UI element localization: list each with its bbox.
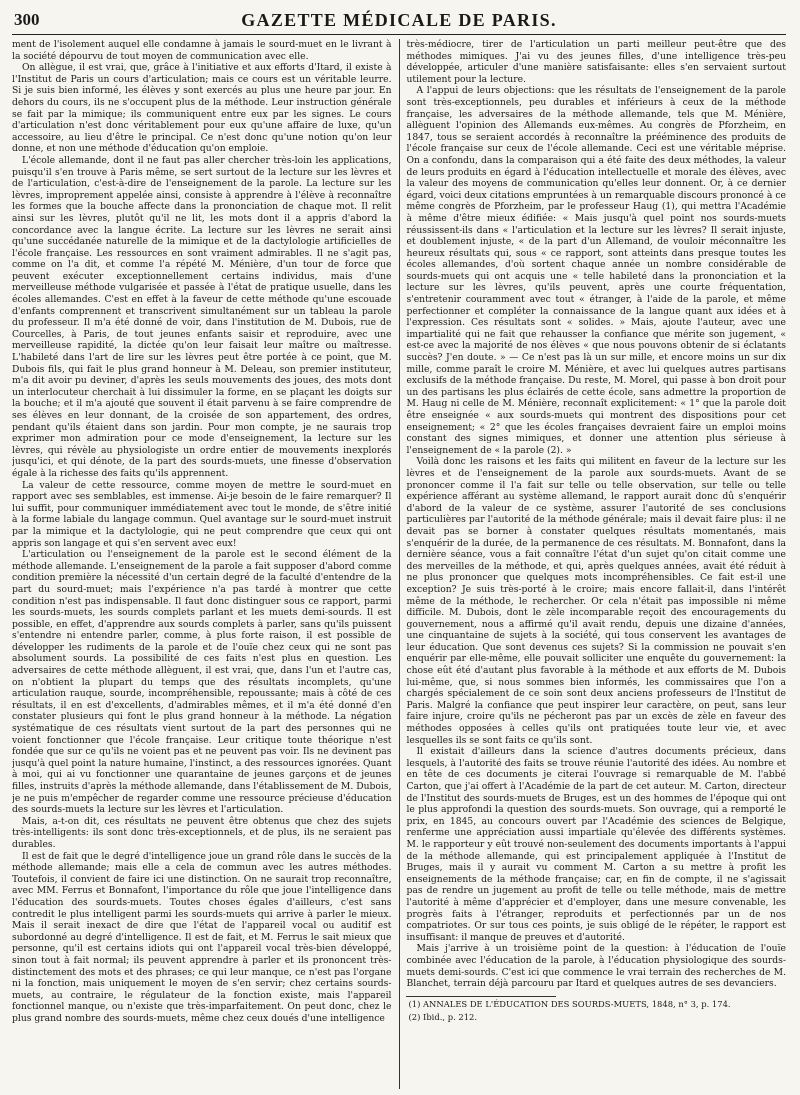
page-header [12, 8, 786, 35]
journal-title: GAZETTE MÉDICALE DE PARIS. [241, 10, 557, 30]
page-number: 300 [14, 10, 40, 29]
paragraph: Mais j'arrive à un troisième point de la question: à l'éducation de l'ouïe combinée avec l'éducation de la parole, à l'éducation physiologique des sourds-muets demi-sourds. C'est ici que commence le vrai terrain des recherches de M. Blanchet, terrain déjà parcouru par Itard et quelques autres de ses devanciers. [406, 943, 786, 990]
right-column [406, 39, 786, 1089]
paragraph: ment de l'isolement auquel elle condamne à jamais le sourd-muet en le livrant à la société dépourvu de tout moyen de communication avec elle. [12, 39, 392, 62]
paragraph: très-médiocre, tirer de l'articulation un parti meilleur peut-être que des méthodes mimiques. J'ai vu des jeunes filles, d'une intelligence très-peu développée, articuler d'une manière satisfaisante: elles s'en servaient surtout utilement pour la lecture. [406, 39, 786, 85]
paragraph: Voilà donc les raisons et les faits qui militent en faveur de la lecture sur les lèvres et de l'enseignement de la parole aux sourds-muets. Avant de se prononcer comme il l'a fait sur telle ou telle observation, sur telle ou telle expérience afférant au système allemand, le rapport aurait donc dû s'enquérir d'abord de la valeur de ce système, assurer l'autorité de ses conclusions particulières par l'autorité de la méthode générale; mais il devait faire plus: il ne devait pas se borner à constater quelques résultats momentanés, mais s'enquérir de la durée, de la permanence de ces résultats. M. Bonnafont, dans la dernière séance, vous a fait connaître l'état d'un sujet qu'on citait comme une des merveilles de la méthode, et qui, après quelques années, avait été réduit à ne plus prononcer que quelques mots incompréhensibles. Ce fait est-il une exception? Je suis très-porté à le croire; mais encore fallait-il, dans l'intérêt même de la méthode, le rechercher. Or cela n'était pas impossible ni même difficile. M. Dubois, dont le zèle incomparable reçoit des encouragements du gouvernement, nous a affirmé qu'il avait rendu, depuis une dizaine d'années, une cinquantaine de sujets à la société, qui tous conservent les avantages de leur éducation. Que sont devenus ces sujets? Si la commission ne pouvait s'en enquérir par elle-même, elle pouvait solliciter une enquête du gouvernement: la chose eût été d'autant plus favorable à la méthode et aux efforts de M. Dubois lui-même, que, si nous sommes bien informés, les commissaires que l'on a chargés spécialement de ce soin sont deux anciens professeurs de l'Institut de Paris. Malgré la confiance que peut inspirer leur caractère, on peut, sans leur faire injure, croire qu'ils ne pécheront pas par un excès de zèle en faveur des méthodes opposées à celles qu'ils ont pratiquées toute leur vie, et avec lesquelles ils se sont faits ce qu'ils sont. [406, 456, 786, 746]
paragraph: Il est de fait que le degré d'intelligence joue un grand rôle dans le succès de la méthode allemande; mais elle a cela de commun avec les autres méthodes. Toutefois, il convient de faire ici une distinction. On ne saurait trop reconnaître, avec MM. Ferrus et Bonnafont, l'importance du rôle que joue l'intelligence dans l'éducation des sourds-muets. Toutes choses égales d'ailleurs, c'est sans contredit le plus intelligent parmi les sourds-muets qui arrive à parler le mieux. Mais il serait inexact de dire que l'état de l'appareil vocal ou auditif est subordonné au degré d'intelligence. Il est de fait, et M. Ferrus le sait mieux que personne, qu'il est certains idiots qui ont l'appareil vocal très-bien développé, sinon tout à fait normal; ils peuvent apprendre à parler et ils prononcent très-distinctement des mots et des phrases; ce qui leur manque, ce n'est pas l'organe ni la fonction, mais uniquement le moyen de s'en servir; chez certains sourds-muets, au contraire, le régulateur de la fonction existe, mais l'appareil fonctionnel manque, ou n'existe que très-imparfaitement. On peut donc, chez le plus grand nombre des sourds-muets, même chez ceux doués d'une intelligence [12, 850, 392, 1024]
paragraph: L'école allemande, dont il ne faut pas aller chercher très-loin les applications, puisqu'il s'en trouve à Paris même, se sert surtout de la lecture sur les lèvres et de l'articulation, c'est-à-dire de l'enseignement de la parole. La lecture sur les lèvres, improprement appelée ainsi, consiste à apprendre à l'élève à reconnaître les formes que la bouche affecte dans la prononciation de chaque mot. Il relit ainsi sur les lèvres, plutôt qu'il ne lit, les mots dont il a appris d'abord la concordance avec la langue écrite. La lecture sur les lèvres ne serait ainsi qu'une succédanée naturelle de la mimique et de la dactylologie artificielles de l'école française. Les ressources en sont vraiment admirables. Il ne s'agit pas, comme on l'a dit, et comme l'a répété M. Ménière, d'un tour de force que peuvent exécuter exceptionnellement certains individus, mais d'une merveilleuse méthode vulgarisée et passée à l'état de pratique usuelle, dans les écoles allemandes. C'est en effet à la faveur de cette méthode qu'une escouade d'enfants comprennent et transcrivent simultanément sur un tableau la parole du professeur. Il m'a été donné de voir, dans l'institution de M. Dubois, rue de Courcelles, à Paris, de tout jeunes enfants saisir et reproduire, avec une merveilleuse rapidité, la dictée qu'on leur faisait leur maître ou maîtresse. L'habileté dans l'art de lire sur les lèvres peut être portée à ce point, que M. Dubois fils, qui fait le plus grand honneur à M. Deleau, son premier instituteur, m'a dit avoir pu deviner, d'après les seuls mouvements des joues, des mots dont un interlocuteur cherchait à lui dissimuler la forme, en se plaçant les doigts sur la bouche; et il m'a ajouté que souvent il était parvenu à se faire comprendre de ses élèves en leur donnant, de la croisée de son appartement, des ordres, pendant qu'ils étaient dans son jardin. Pour mon compte, je ne saurais trop exprimer mon admiration pour ce mode d'enseignement, la lecture sur les lèvres, qui révèle au physiologiste un ordre entier de mouvements inexplorés jusqu'ici, et qui dénote, de la part des sourds-muets, une finesse d'observation égale à la richesse des faits qu'ils apprennent. [12, 154, 392, 479]
footnote: (1) ANNALES DE L'ÉDUCATION DES SOURDS-MUETS, 1848, n° 3, p. 174. [408, 998, 731, 1009]
paragraph: On allègue, il est vrai, que, grâce à l'initiative et aux efforts d'Itard, il existe à l'Institut de Paris un cours d'articulation; mais ce cours est un véritable leurre. Si je suis bien informé, les élèves y sont exercés au plus une heure par jour. En dehors du cours, ils ne s'occupent plus de la méthode. Leur instruction générale se fait par la mimique; ils communiquent entre eux par les signes. Le cours d'articulation n'est donc véritablement pour eux qu'une affaire de luxe, qu'un accessoire, au lieu d'être le principal. Ce n'est donc qu'une notion qu'on leur donne, et non une méthode d'éducation qu'on emploie. [12, 62, 392, 155]
footnote: (2) Ibid., p. 212. [408, 1011, 478, 1022]
paragraph: La valeur de cette ressource, comme moyen de mettre le sourd-muet en rapport avec ses semblables, est immense. Ai-je besoin de le faire remarquer? Il lui suffit, pour communiquer immédiatement avec tout le monde, de s'être initié à la forme labiale du langage commun. Quel avantage sur le sourd-muet instruit par la mimique et la dactylologie, qui ne peut comprendre que ceux qui ont appris son langage et qui s'en servent avec eux! [12, 479, 392, 549]
paragraph: Mais, a-t-on dit, ces résultats ne peuvent être obtenus que chez des sujets très-intelligents: ils sont donc très-exceptionnels, et de plus, ils ne seraient pas durables. [12, 815, 392, 850]
paragraph: Il existait d'ailleurs dans la science d'autres documents précieux, dans lesquels, à l'autorité des faits se trouve réunie l'autorité des idées. Au nombre et en tête de ces documents je citerai l'ouvrage si remarquable de M. l'abbé Carton, que j'ai offert à l'Académie de la part de cet auteur. M. Carton, directeur de l'Institut des sourds-muets de Bruges, est un des hommes de l'époque qui ont le plus approfondi la question des sourds-muets. Son ouvrage, qui a remporté le prix, en 1845, au concours ouvert par l'Académie des sciences de Belgique, renferme une appréciation aussi impartiale qu'élevée des différents systèmes. M. le rapporteur y eût trouvé non-seulement des documents importants à l'appui de la méthode allemande, qui est principalement appliquée à l'Institut de Bruges, mais il y aurait vu comment M. Carton a su mettre à profit les enseignements de la méthode française; car, en fin de compte, il ne s'agissait pas de rendre un jugement au profit de telle ou telle méthode, mais de mettre l'autorité à même d'apprécier et d'employer, dans une mesure convenable, les progrès faits à l'étranger, reproduits et perfectionnés par un de nos compatriotes. Or sur tous ces points, je suis obligé de le répéter, le rapport est insuffisant: il manque de preuves et d'autorité. [406, 746, 786, 943]
article-columns [12, 39, 786, 1089]
column-divider [399, 39, 400, 1089]
paragraph: L'articulation ou l'enseignement de la parole est le second élément de la méthode allemande. L'enseignement de la parole a fait supposer d'abord comme condition première la nécessité d'un certain degré de la faculté d'entendre de la part du sourd-muet; mais l'expérience n'a pas tardé à montrer que cette condition n'est pas indispensable. Il faut donc distinguer sous ce rapport, parmi les sourds-muets, les sourds complets parlant et les muets demi-sourds. Il est possible, en effet, d'apprendre aux sourds complets à parler, sans qu'ils puissent s'entendre ni entendre parler, comme, à plus forte raison, il est possible de développer les rudiments de la parole et de l'ouïe chez ceux qui ne sont pas absolument sourds. La possibilité de ces faits n'est plus en question. Les adversaires de cette méthode allèguent, il est vrai, que, dans l'un et l'autre cas, on n'obtient la plupart du temps que des résultats incomplets, qu'une articulation rauque, sourde, incompréhensible, repoussante; mais à côté de ces résultats, il en est d'excellents, d'admirables mêmes, et il m'a été donné d'en constater plusieurs qui font le plus grand honneur à la méthode. La négation systématique de ces résultats vient surtout de la part des personnes qui ne voient fonctionner que l'école française. Leur critique toute théorique n'est fondée que sur ce qu'ils ne voient pas et ne peuvent pas voir. Ils ne devinent pas jusqu'à quel point la nature humaine, l'instinct, a des ressources ignorées. Quant à moi, qui ai vu fonctionner une quarantaine de jeunes garçons et de jeunes filles, instruits d'après la méthode allemande, dans l'établissement de M. Dubois, je ne puis m'empêcher de regarder comme une ressource précieuse d'éducation des sourds-muets la lecture sur les lèvres et l'articulation. [12, 549, 392, 816]
footnotes-rule [406, 996, 556, 997]
left-column [12, 39, 392, 1089]
paragraph: A l'appui de leurs objections: que les résultats de l'enseignement de la parole sont très-exceptionnels, peu durables et inférieurs à ceux de la méthode française, les adversaires de la méthode allemande, tels que M. Ménière, allèguent l'opinion des Allemands eux-mêmes. Au congrès de Pforzheim, en 1847, tous se seraient accordés à reconnaître la prééminence des produits de l'école française sur ceux de l'école allemande. Ceci est une véritable méprise. On a confondu, dans la comparaison qui a été faite des deux méthodes, la valeur de leurs produits en égard à l'éducation intellectuelle et morale des élèves, avec la valeur des moyens de communication qu'elles leur donnent. Or, à ce dernier égard, voici deux citations empruntées à un remarquable discours prononcé à ce même congrès de Pforzheim, par le professeur Haug (1), qui mettra l'Académie à même d'être mieux édifiée: « Mais jusqu'à quel point nos sourds-muets réussissent-ils dans « l'articulation et la lecture sur les lèvres? Il serait injuste, et doublement injuste, « de la part d'un Allemand, de vouloir méconnaître les heureux résultats qui, sous « ce rapport, sont atteints dans presque toutes les écoles allemandes, d'où sortent chaque année un nombre considérable de sourds-muets qui ont acquis une « telle habileté dans la prononciation et la lecture sur les lèvres, qu'ils peuvent, après une courte fréquentation, s'entretenir couramment avec tout « étranger, à l'aide de la parole, et même perfectionner et compléter la connaissance de la langue quant aux idées et à l'expression. Ces résultats sont « solides. » Mais, ajoute l'auteur, avec une impartialité qui ne fait que rehausser la confiance que mérite son jugement, « est-ce avec la majorité de nos élèves « que nous pouvons obtenir de si éclatants succès? J'en doute. » — Ce n'est pas là un sur mille, et encore moins un sur dix mille, comme paraît le croire M. Ménière, et avec lui quelques autres partisans exclusifs de la méthode française. Du reste, M. Morel, qui passe à bon droit pour un des partisans les plus éclairés de cette école, sans admettre la proportion de M. Haug ni celle de M. Ménière, reconnaît explicitement: « 1° que la parole doit être enseignée « aux sourds-muets qui montrent des dispositions pour cet enseignement; « 2° que les écoles françaises devraient faire un emploi moins constant des signes mimiques, et donner une attention plus sérieuse à l'enseignement de « la parole (2). » [406, 85, 786, 456]
